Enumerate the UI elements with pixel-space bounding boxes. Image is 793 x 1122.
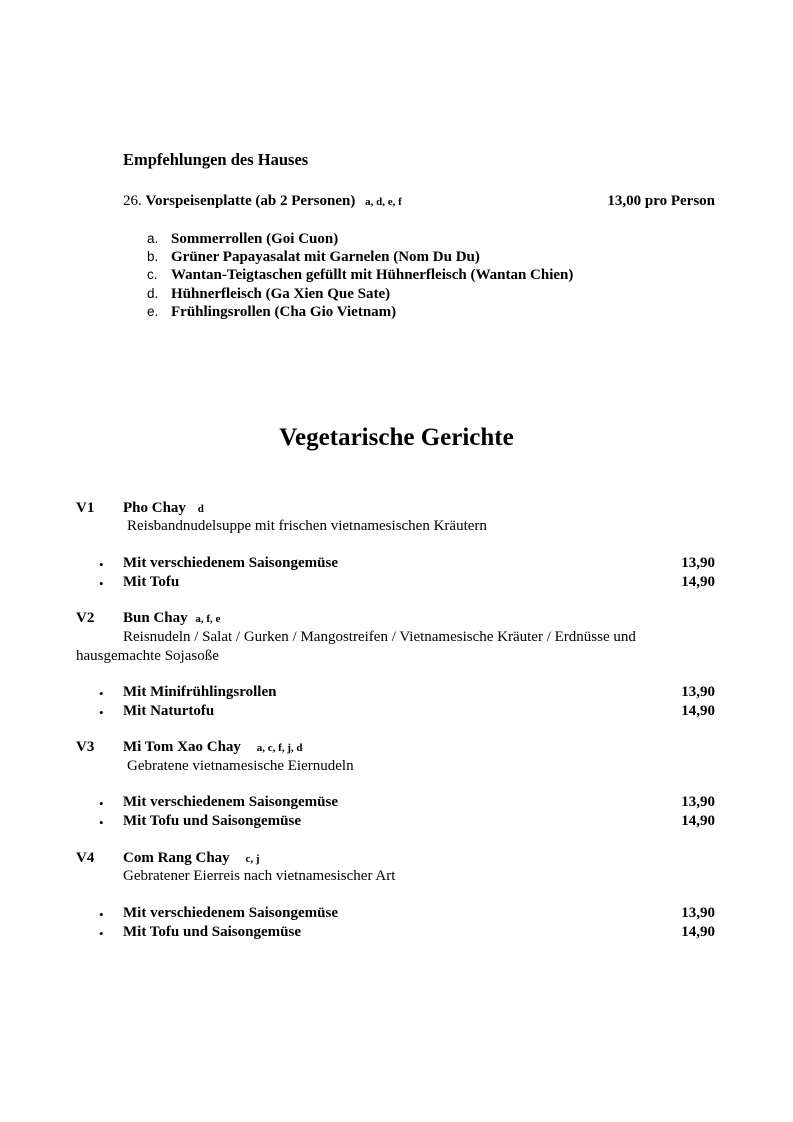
option-price: 13,90 [681, 794, 715, 810]
option-price: 13,90 [681, 905, 715, 921]
dish-description: Gebratene vietnamesische Eiernudeln [127, 758, 354, 774]
sub-item-text: Frühlingsrollen (Cha Gio Vietnam) [171, 304, 397, 320]
dish-title [123, 500, 204, 517]
option-label: Mit Naturtofu [123, 703, 215, 719]
dish-description: Reisbandnudelsuppe mit frischen vietnamesischen Kräutern [127, 518, 487, 534]
bullet-point: • [99, 926, 104, 941]
sub-item [147, 286, 390, 303]
option-price: 14,90 [681, 574, 715, 590]
option-price: 13,90 [681, 684, 715, 700]
option-label: Mit Tofu und Saisongemüse [123, 924, 301, 940]
bullet-point: • [99, 557, 104, 572]
sub-item-letter: a. [147, 231, 159, 246]
allergen-codes: a, c, f, j, d [256, 742, 303, 754]
option-label: Mit verschiedenem Saisongemüse [123, 555, 338, 571]
bullet-point: • [99, 576, 104, 591]
bullet-point: • [99, 907, 104, 922]
sub-item [147, 249, 480, 266]
option-label: Mit Tofu und Saisongemüse [123, 813, 301, 829]
dish-name: Mi Tom Xao Chay [123, 739, 241, 755]
bullet-point: • [99, 815, 104, 830]
dish-title [123, 850, 259, 867]
sub-item-letter: c. [147, 267, 158, 282]
sub-item-text: Sommerrollen (Goi Cuon) [171, 231, 339, 247]
dish-name: Bun Chay [123, 610, 188, 626]
dish-name: Pho Chay [123, 500, 186, 516]
dish-description-continued: hausgemachte Sojasoße [76, 648, 219, 664]
item-name: Vorspeisenplatte (ab 2 Personen) [145, 193, 356, 209]
option-price: 14,90 [681, 703, 715, 719]
dish-description: Gebratener Eierreis nach vietnamesischer Art [123, 868, 396, 884]
page-heading: Vegetarische Gerichte [279, 424, 514, 451]
dish-code: V1 [76, 500, 95, 516]
dish-name: Com Rang Chay [123, 850, 230, 866]
sub-item-text: Hühnerfleisch (Ga Xien Que Sate) [171, 286, 391, 302]
option-label: Mit verschiedenem Saisongemüse [123, 905, 338, 921]
starter-platter-line [123, 193, 402, 210]
dish-description: Reisnudeln / Salat / Gurken / Mangostreifen / Vietnamesische Kräuter / Erdnüsse und [123, 629, 636, 645]
sub-item [147, 267, 573, 284]
sub-item-text: Wantan-Teigtaschen gefüllt mit Hühnerfleisch (Wantan Chien) [171, 267, 574, 283]
dish-code: V4 [76, 850, 95, 866]
allergen-codes: a, d, e, f [365, 196, 402, 208]
option-price: 14,90 [681, 924, 715, 940]
bullet-point: • [99, 705, 104, 720]
option-label: Mit Minifrühlingsrollen [123, 684, 277, 700]
dish-title [123, 610, 220, 627]
dish-code: V3 [76, 739, 95, 755]
sub-item [147, 304, 396, 321]
allergen-codes: d [197, 503, 204, 515]
option-price: 14,90 [681, 813, 715, 829]
bullet-point: • [99, 686, 104, 701]
dish-code: V2 [76, 610, 95, 626]
allergen-codes: a, f, e [195, 613, 221, 625]
dish-title [123, 739, 303, 756]
sub-item-letter: b. [147, 249, 159, 264]
allergen-codes: c, j [245, 853, 260, 865]
starter-price: 13,00 pro Person [607, 193, 715, 209]
section-title: Empfehlungen des Hauses [123, 150, 309, 169]
sub-item-text: Grüner Papayasalat mit Garnelen (Nom Du Du) [171, 249, 480, 265]
sub-item-letter: e. [147, 304, 159, 319]
item-number: 26. [123, 193, 142, 209]
sub-item-letter: d. [147, 286, 159, 301]
option-label: Mit verschiedenem Saisongemüse [123, 794, 338, 810]
sub-item [147, 231, 338, 248]
option-price: 13,90 [681, 555, 715, 571]
option-label: Mit Tofu [123, 574, 180, 590]
bullet-point: • [99, 796, 104, 811]
